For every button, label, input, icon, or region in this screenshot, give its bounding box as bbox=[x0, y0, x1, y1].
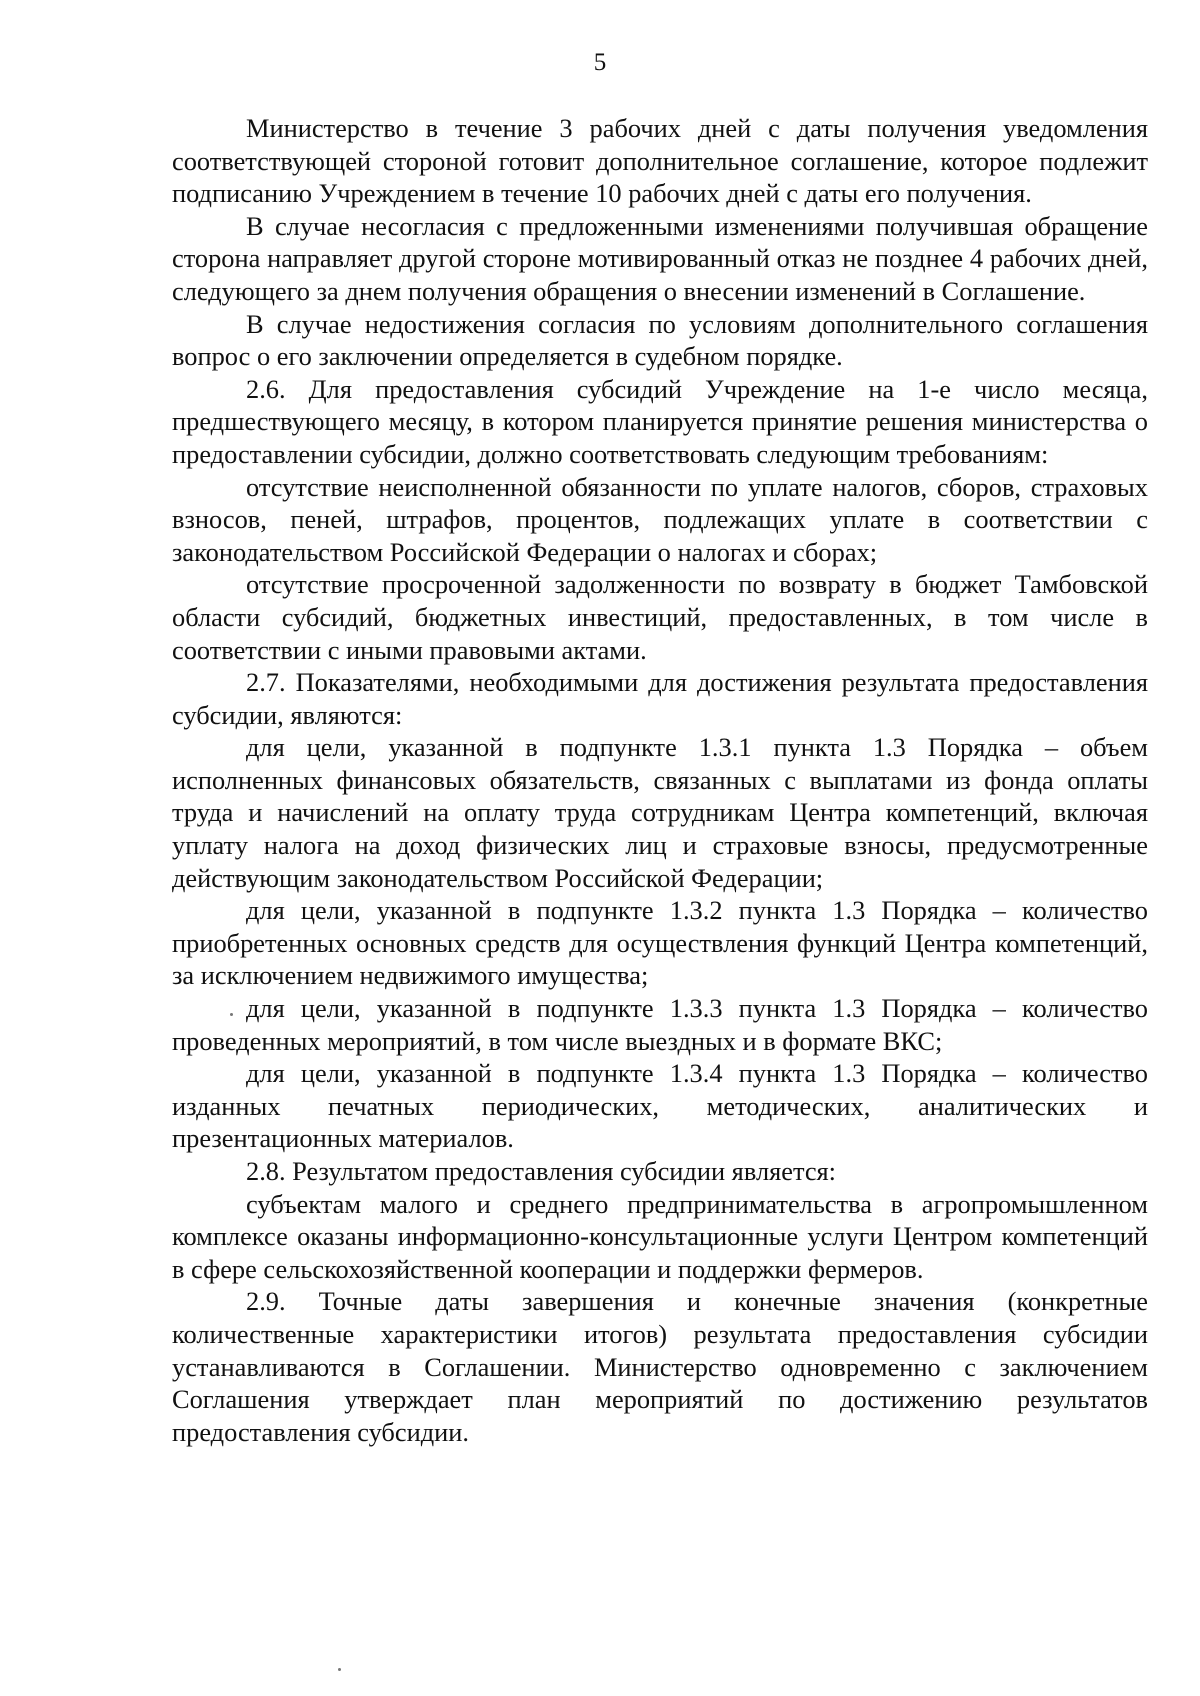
paragraph-indicator-1-3-1: для цели, указанной в подпункте 1.3.1 пункта 1.3 Порядка – объем исполненных финансовых обязательств, связанных с выплатами из фонда оплаты труда и начислений на оплату труда сотрудникам Центра компетенций, включая уплату налога на доход физических лиц и страховые взносы, предусмотренные действующим законодательством Российской Федерации; bbox=[172, 732, 1148, 893]
paragraph-indicator-1-3-2: для цели, указанной в подпункте 1.3.2 пункта 1.3 Порядка – количество приобретенных основных средств для осуществления функций Центра компетенций, за исключением недвижимого имущества; bbox=[172, 895, 1148, 991]
paragraph-2-8: 2.8. Результатом предоставления субсидии является: bbox=[246, 1156, 836, 1186]
scan-speck bbox=[338, 1668, 341, 1671]
scan-speck bbox=[230, 1013, 233, 1016]
paragraph-indicator-1-3-3: для цели, указанной в подпункте 1.3.3 пункта 1.3 Порядка – количество проведенных мероприятий, в том числе выездных и в формате ВКС; bbox=[172, 993, 1148, 1056]
paragraph-2-7: 2.7. Показателями, необходимыми для достижения результата предоставления субсидии, являются: bbox=[172, 667, 1148, 730]
document-body bbox=[172, 112, 1148, 1448]
paragraph-2-6: 2.6. Для предоставления субсидий Учреждение на 1-е число месяца, предшествующего месяцу, в котором планируется принятие решения министерства о предоставлении субсидии, должно соответствовать следующим требованиям: bbox=[172, 373, 1148, 469]
paragraph-court-procedure: В случае недостижения согласия по условиям дополнительного соглашения вопрос о его заключении определяется в судебном порядке. bbox=[172, 308, 1148, 372]
page-number: 5 bbox=[593, 49, 607, 76]
paragraph-ministry-agreement: Министерство в течение 3 рабочих дней с даты получения уведомления соответствующей стороной готовит дополнительное соглашение, которое подлежит подписанию Учреждением в течение 10 рабочих дней с даты его получения. bbox=[172, 113, 1148, 209]
paragraph-2-9: 2.9. Точные даты завершения и конечные значения (конкретные количественные характеристики итогов) результата предоставления субсидии устанавливаются в Соглашении. Министерство одновременно с заключением Соглашения утверждает план мероприятий по достижению результатов предоставления субсидии. bbox=[172, 1286, 1148, 1447]
paragraph-indicator-1-3-4: для цели, указанной в подпункте 1.3.4 пункта 1.3 Порядка – количество изданных печатных периодических, методических, аналитических и презентационных материалов. bbox=[172, 1058, 1148, 1154]
paragraph-requirement-taxes: отсутствие неисполненной обязанности по уплате налогов, сборов, страховых взносов, пеней, штрафов, процентов, подлежащих уплате в соответствии с законодательством Российской Федерации о налогах и сборах; bbox=[172, 471, 1148, 567]
paragraph-disagreement: В случае несогласия с предложенными изменениями получившая обращение сторона направляет другой стороне мотивированный отказ не позднее 4 рабочих дней, следующего за днем получения обращения о внесении изменений в Соглашение. bbox=[172, 210, 1148, 306]
paragraph-requirement-debt: отсутствие просроченной задолженности по возврату в бюджет Тамбовской области субсидий, бюджетных инвестиций, предоставленных, в том числе в соответствии с иными правовыми актами. bbox=[172, 569, 1148, 665]
paragraph-result: субъектам малого и среднего предпринимательства в агропромышленном комплексе оказаны информационно-консультационные услуги Центром компетенций в сфере сельскохозяйственной кооперации и поддержки фермеров. bbox=[172, 1188, 1148, 1284]
